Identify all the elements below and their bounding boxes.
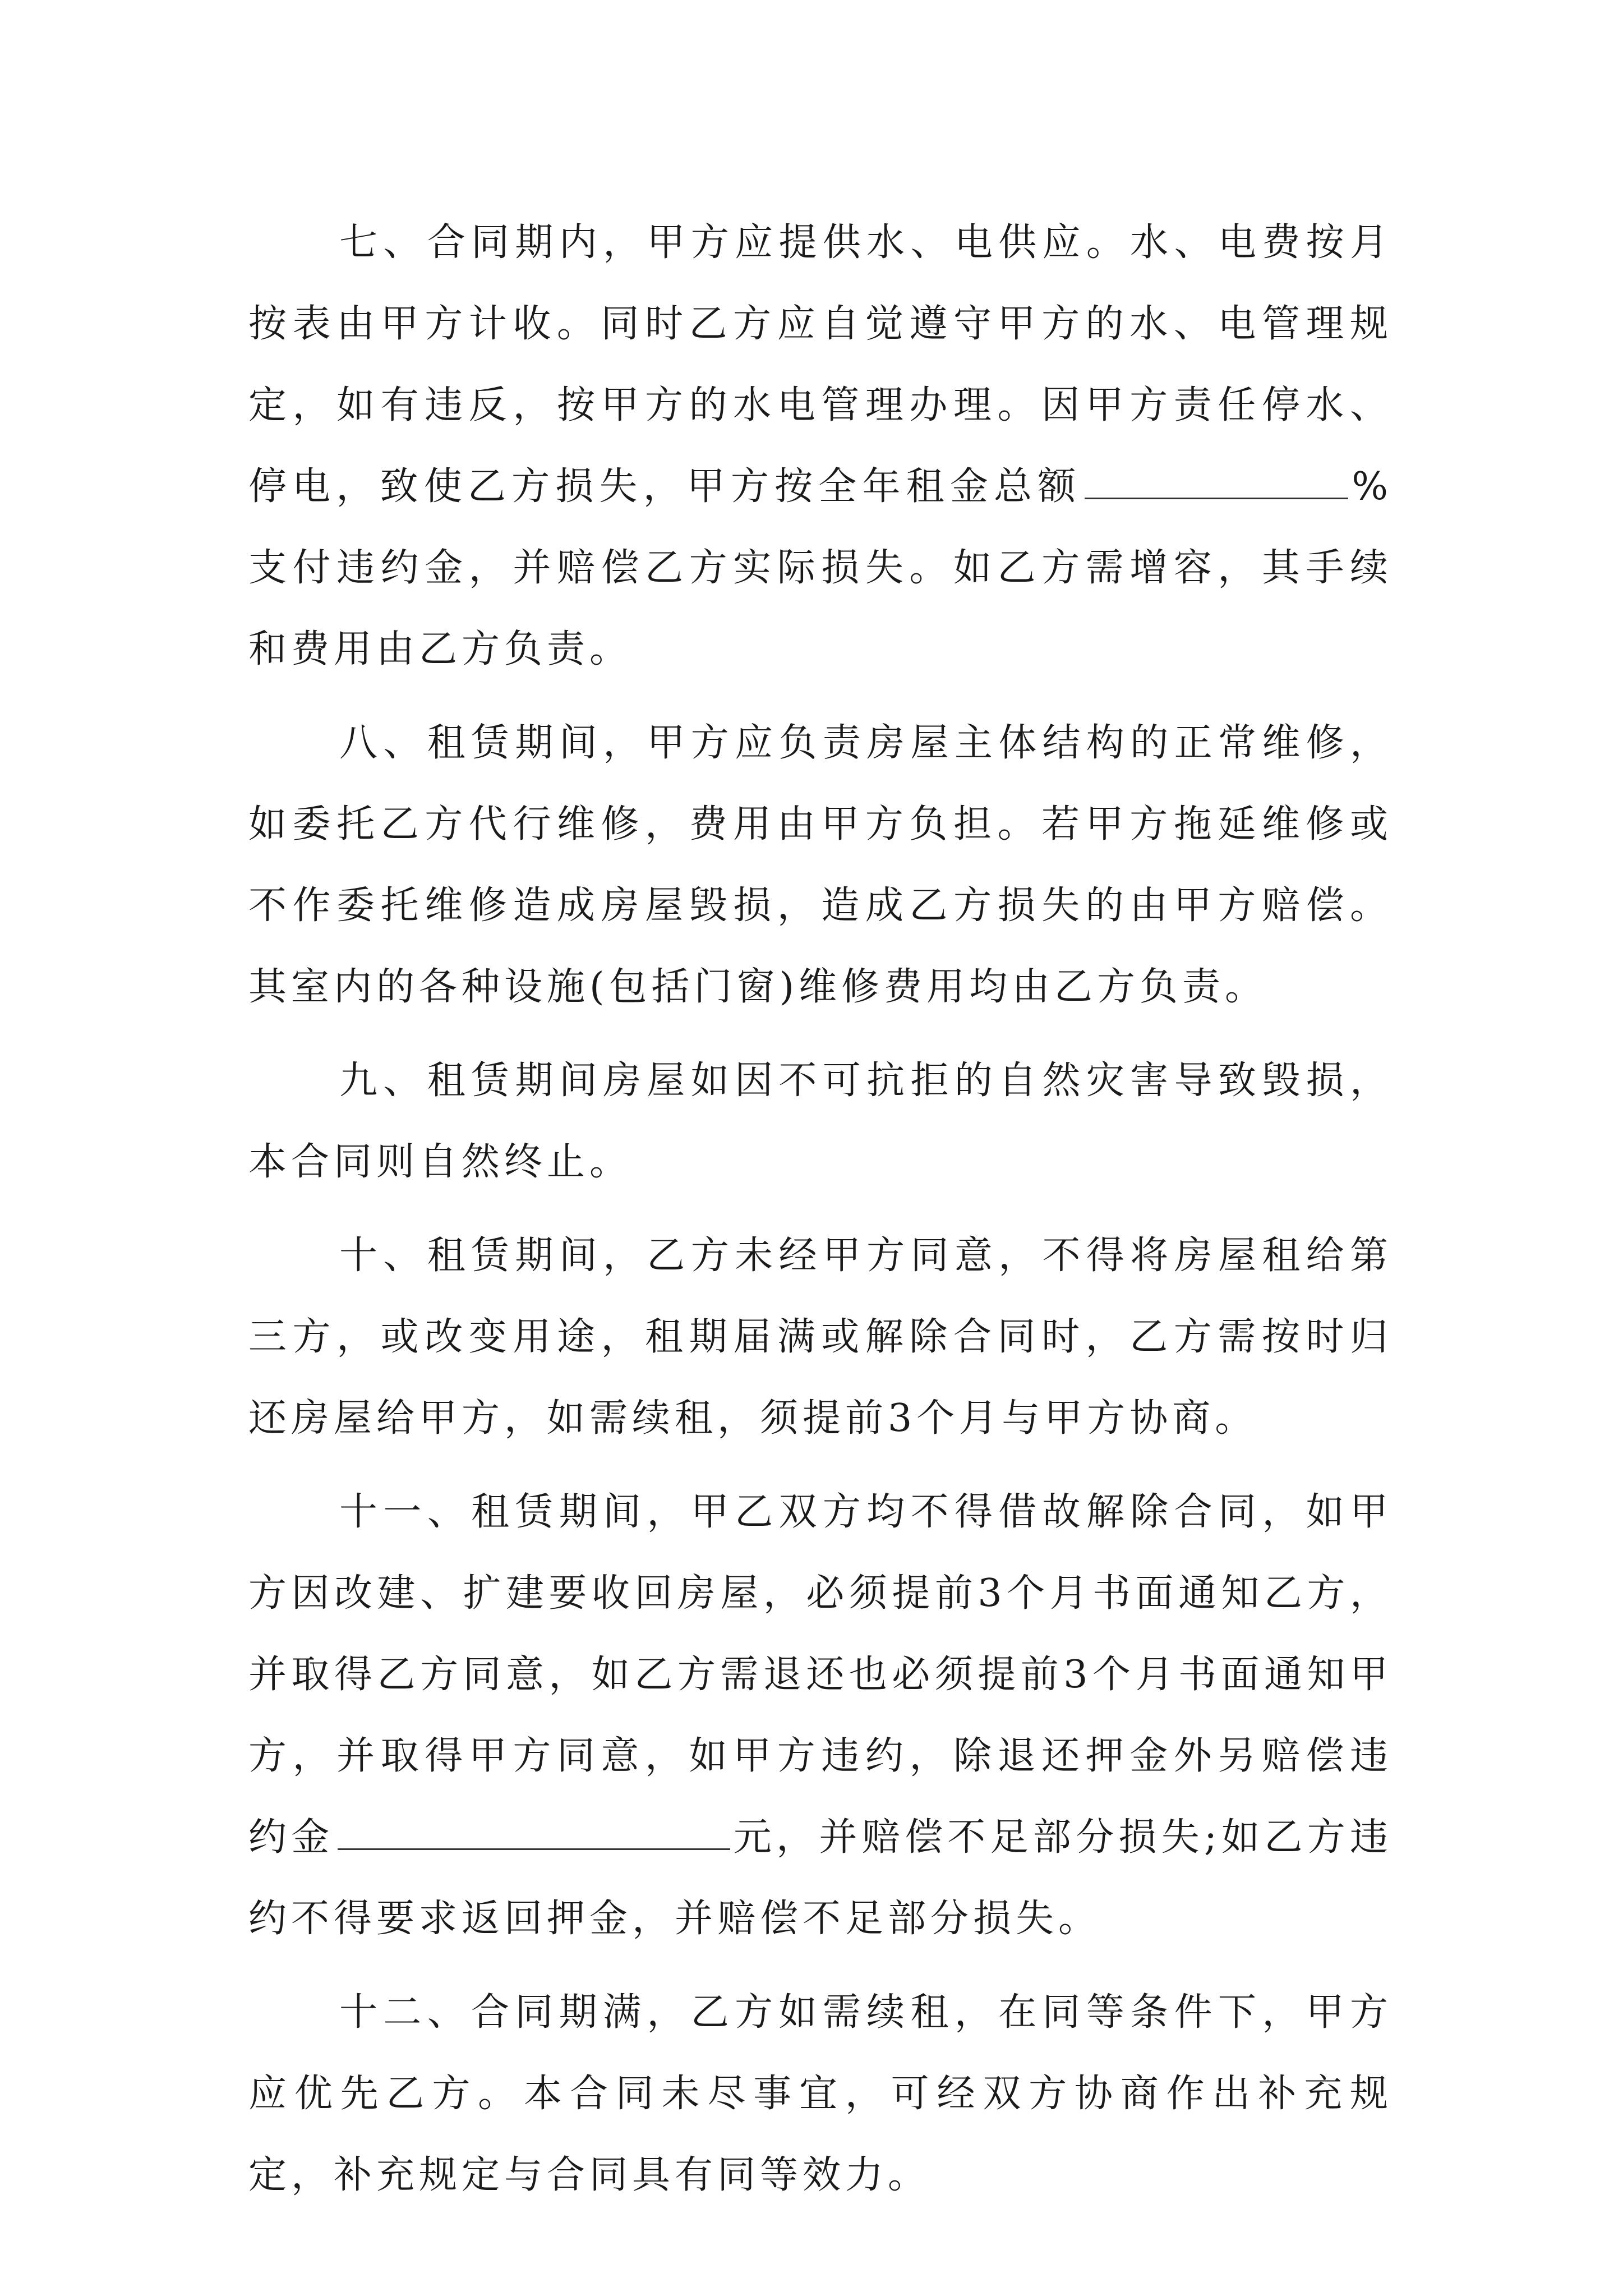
clause-7-text-before: 七、合同期内，甲方应提供水、电供应。水、电费按月按表由甲方计收。同时乙方应自觉遵守甲方的水、电管理规定，如有违反，按甲方的水电管理办理。因甲方责任停水、停电，致使乙方损失，甲方按全年租金总额 xyxy=(248,220,1393,509)
clause-11-text-after: 元，并赔偿不足部分损失;如乙方违约不得要求返回押金，并赔偿不足部分损失。 xyxy=(248,1815,1393,1941)
clause-7 xyxy=(248,202,1393,690)
clause-10: 十、租赁期间，乙方未经甲方同意，不得将房屋租给第三方，或改变用途，租期届满或解除合同时，乙方需按时归还房屋给甲方，如需续租，须提前3个月与甲方协商。 xyxy=(248,1234,1393,1441)
clause-9: 九、租赁期间房屋如因不可抗拒的自然灾害导致毁损，本合同则自然终止。 xyxy=(248,1059,1393,1184)
clause-11-text-before: 十一、租赁期间，甲乙双方均不得借故解除合同，如甲方因改建、扩建要收回房屋，必须提前3个月书面通知乙方，并取得乙方同意，如乙方需退还也必须提前3个月书面通知甲方，并取得甲方同意，如甲方违约，除退还押金外另赔偿违约金 xyxy=(248,1490,1393,1860)
penalty-amount-blank xyxy=(338,1812,730,1850)
contract-body xyxy=(248,202,1393,2228)
clause-11 xyxy=(248,1471,1393,1959)
clause-12: 十二、合同期满，乙方如需续租，在同等条件下，甲方应优先乙方。本合同未尽事宜，可经双方协商作出补充规定，补充规定与合同具有同等效力。 xyxy=(248,1990,1393,2197)
penalty-percent-blank xyxy=(1085,462,1348,499)
clause-7-text-after: %支付违约金，并赔偿乙方实际损失。如乙方需增容，其手续和费用由乙方负责。 xyxy=(248,464,1393,671)
clause-8: 八、租赁期间，甲方应负责房屋主体结构的正常维修，如委托乙方代行维修，费用由甲方负担。若甲方拖延维修或不作委托维修造成房屋毁损，造成乙方损失的由甲方赔偿。其室内的各种设施(包括门窗)维修费用均由乙方负责。 xyxy=(248,721,1393,1009)
